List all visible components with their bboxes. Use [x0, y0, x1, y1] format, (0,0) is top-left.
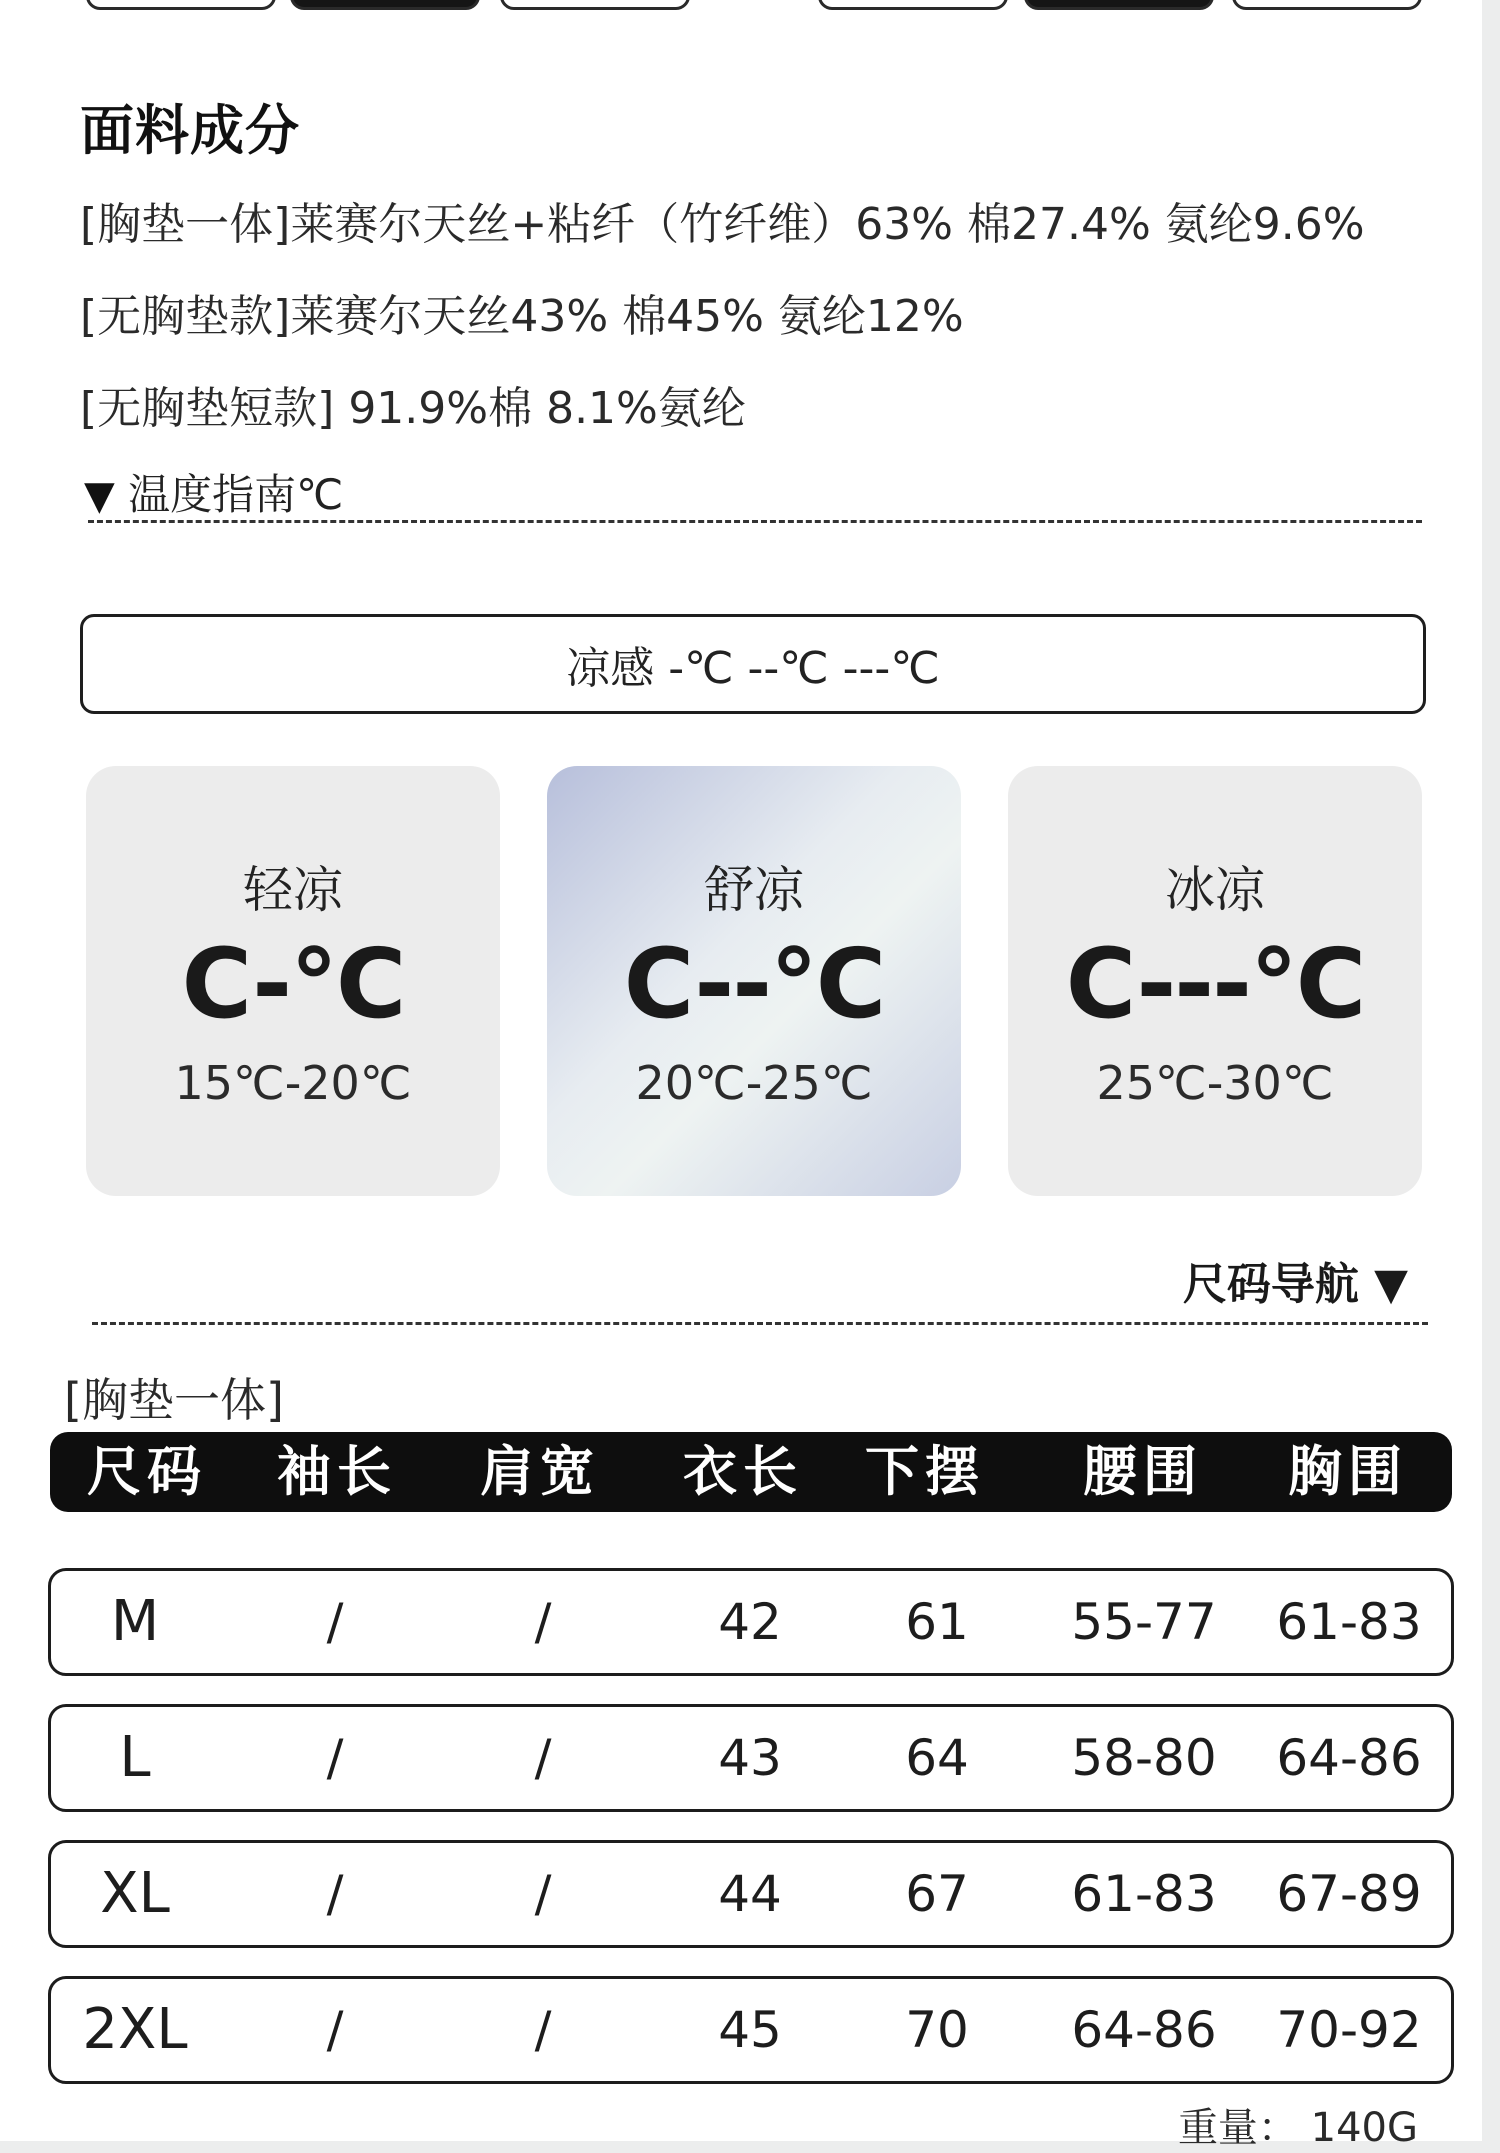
option-tab[interactable] — [1232, 0, 1422, 10]
table-cell: 64-86 — [1071, 2001, 1217, 2059]
table-cell-size: XL — [100, 1861, 170, 1926]
temp-card-ice-cool — [1008, 766, 1422, 1196]
table-cell: / — [534, 2001, 552, 2059]
temp-card-range: 20℃-25℃ — [635, 1056, 873, 1110]
temp-card-range: 25℃-30℃ — [1096, 1056, 1334, 1110]
column-header-hem: 下摆 — [865, 1440, 985, 1503]
option-tab[interactable] — [500, 0, 690, 10]
option-tab-selected[interactable] — [290, 0, 480, 10]
option-tab[interactable] — [818, 0, 1008, 10]
column-header-shoulder: 肩宽 — [480, 1440, 600, 1503]
column-header-bust: 胸围 — [1288, 1440, 1408, 1503]
table-cell: 67 — [905, 1865, 969, 1923]
temp-card-comfort-cool — [547, 766, 961, 1196]
table-cell: 44 — [718, 1865, 782, 1923]
table-cell: 64 — [905, 1729, 969, 1787]
fabric-line: [无胸垫款]莱赛尔天丝43% 棉45% 氨纶12% — [80, 291, 964, 342]
fabric-line: [无胸垫短款] 91.9%棉 8.1%氨纶 — [80, 383, 746, 434]
table-cell: 45 — [718, 2001, 782, 2059]
table-row — [48, 1568, 1454, 1676]
temp-card-name: 舒凉 — [704, 861, 804, 919]
dashed-divider — [92, 1322, 1428, 1325]
temp-card-name: 冰凉 — [1165, 861, 1265, 919]
option-tab[interactable] — [86, 0, 276, 10]
size-guide-label: 尺码导航 — [1182, 1259, 1359, 1310]
table-cell: 61 — [905, 1593, 969, 1651]
table-cell: / — [326, 1593, 344, 1651]
table-cell: 61-83 — [1276, 1593, 1422, 1651]
table-cell: 42 — [718, 1593, 782, 1651]
table-row — [48, 1840, 1454, 1948]
table-cell: / — [534, 1865, 552, 1923]
temperature-guide-label: 温度指南℃ — [128, 470, 344, 519]
temp-card-light-cool — [86, 766, 500, 1196]
triangle-down-icon: ▼ — [1374, 1259, 1408, 1310]
table-cell: / — [534, 1593, 552, 1651]
table-cell-size: 2XL — [82, 1997, 188, 2062]
product-weight: 重量： 140G — [1177, 2105, 1418, 2151]
cooling-scale-bar — [80, 614, 1426, 714]
temp-card-range: 15℃-20℃ — [174, 1056, 412, 1110]
option-tab-selected[interactable] — [1024, 0, 1214, 10]
fabric-section-title: 面料成分 — [80, 99, 300, 162]
column-header-waist: 腰围 — [1083, 1440, 1203, 1503]
table-cell: 64-86 — [1276, 1729, 1422, 1787]
column-header-length: 衣长 — [683, 1440, 803, 1503]
size-guide-heading — [1183, 1248, 1408, 1312]
temperature-guide-heading — [84, 462, 343, 522]
table-cell: 70 — [905, 2001, 969, 2059]
table-cell: / — [326, 1865, 344, 1923]
table-cell: 58-80 — [1071, 1729, 1217, 1787]
table-cell: 43 — [718, 1729, 782, 1787]
temp-card-name: 轻凉 — [243, 861, 343, 919]
column-header-size: 尺码 — [87, 1440, 207, 1503]
size-table-header — [50, 1432, 1452, 1512]
table-cell: 70-92 — [1276, 2001, 1422, 2059]
table-cell: / — [326, 2001, 344, 2059]
table-cell: 67-89 — [1276, 1865, 1422, 1923]
dashed-divider — [88, 520, 1422, 523]
table-cell: 61-83 — [1071, 1865, 1217, 1923]
table-cell: 55-77 — [1071, 1593, 1217, 1651]
table-cell-size: M — [110, 1589, 160, 1654]
table-cell: / — [534, 1729, 552, 1787]
fabric-line: [胸垫一体]莱赛尔天丝+粘纤（竹纤维）63% 棉27.4% 氨纶9.6% — [80, 199, 1365, 250]
triangle-down-icon: ▼ — [84, 473, 115, 519]
table-row — [48, 1976, 1454, 2084]
temp-card-code: C-℃ — [181, 928, 405, 1040]
temp-card-code: C--℃ — [623, 928, 885, 1040]
cooling-scale-text: 凉感 -℃ --℃ ---℃ — [566, 643, 940, 694]
temp-card-code: C---℃ — [1065, 928, 1365, 1040]
size-table-variant: [胸垫一体] — [64, 1373, 284, 1427]
column-header-sleeve: 袖长 — [277, 1440, 397, 1503]
table-cell: / — [326, 1729, 344, 1787]
table-cell-size: L — [119, 1725, 151, 1790]
table-row — [48, 1704, 1454, 1812]
